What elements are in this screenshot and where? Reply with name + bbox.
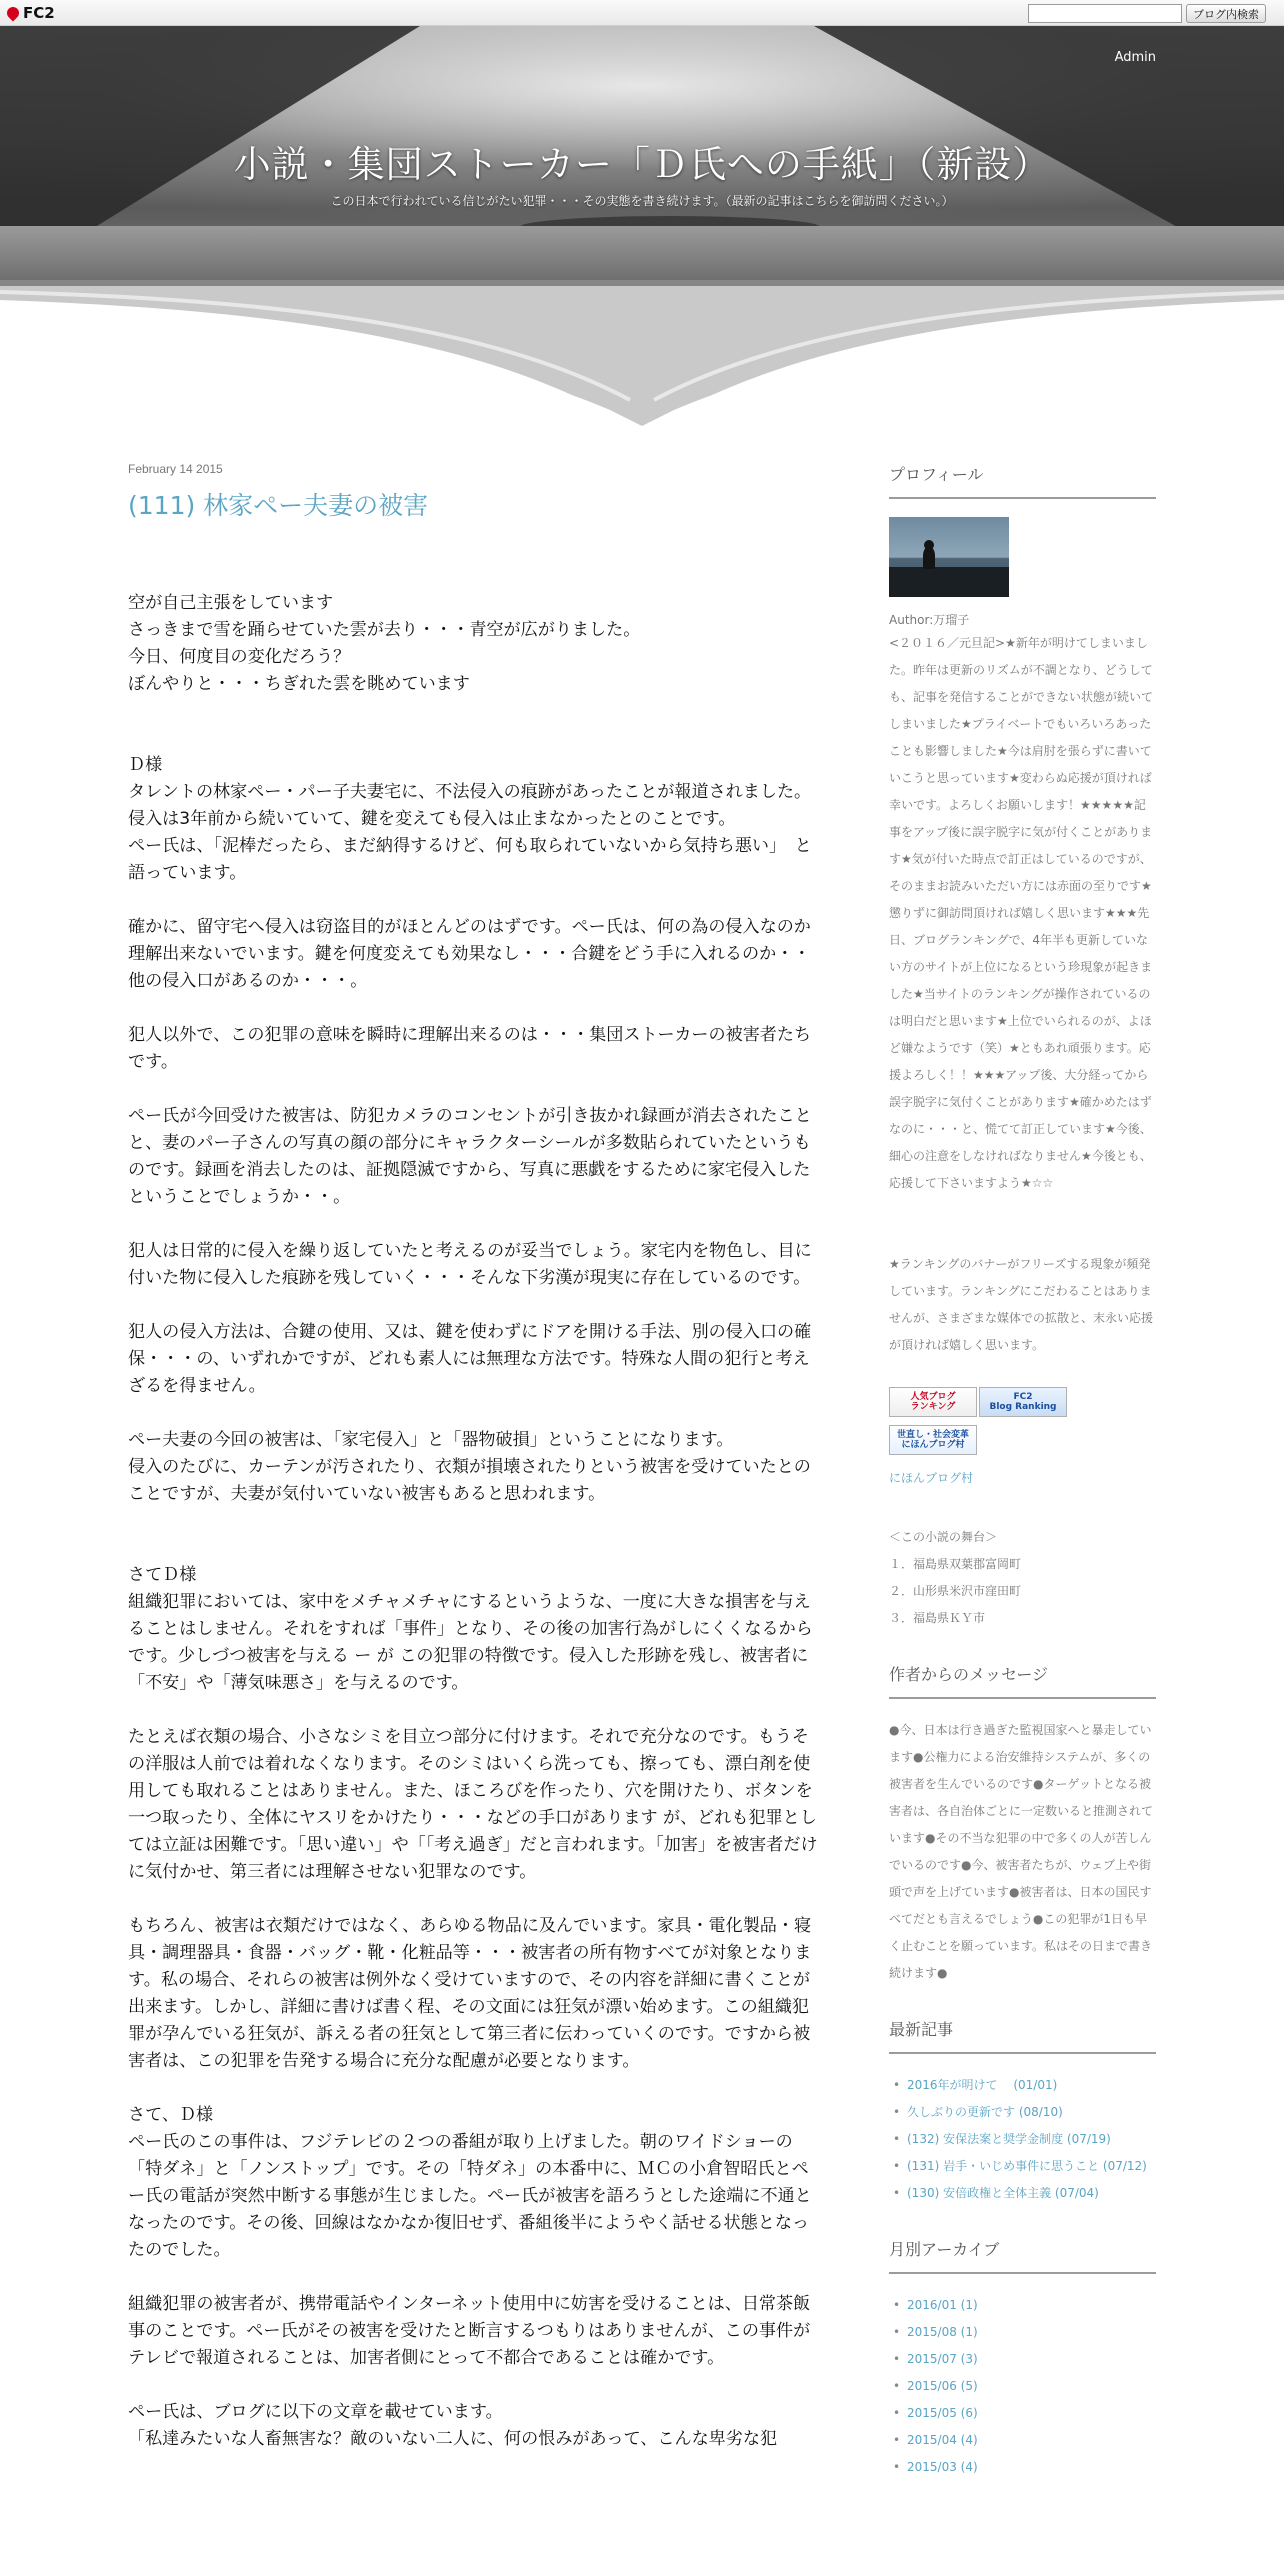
nihon-blogmura-banner[interactable] [889,1425,977,1455]
header-fold-decoration [0,280,1284,430]
banner-text: 世直し・社会変革 [896,1430,969,1440]
post-paragraph: 確かに、留守宅へ侵入は窃盗目的がほとんどのはずです。ペー氏は、何の為の侵入なのか理解出来ないでいます。鍵を何度変えても効果なし・・・合鍵をどう手に入れるのか・・他の侵入口があるのか・・・。 [128,917,811,991]
post-paragraph: 犯人は日常的に侵入を繰り返していたと考えるのが妥当でしょう。家宅内を物色し、目に付いた物に侵入した痕跡を残していく・・・そんな下劣漢が現実に存在しているのです。 [128,1241,812,1288]
recent-post-link[interactable] [889,2180,1156,2207]
post-paragraph: たとえば衣類の場合、小さなシミを目立つ部分に付けます。それで充分なのです。もうその洋服は人前では着れなくなります。そのシミはいくら洗っても、擦っても、漂白剤を使用しても取れることはありません。また、ほころびを作ったり、穴を開けたり、ボタンを一つ取ったり、全体にヤスリをかけたり・・・などの手口があります が、どれも犯罪としては立証は困難です。「思い違い」や「「考え過ぎ」だと言われます。「加害」を被害者だけに気付かせ、第三者には理解させない犯罪なのです。 [128,1727,818,1882]
banner-text: FC2 [1013,1392,1033,1402]
author-message-text: ●今、日本は行き過ぎた監視国家へと暴走しています●公権力による治安維持システムが、多くの被害者を生んでいるのです●ターゲットとなる被害者は、各自治体ごとに一定数いると推測されています●その不当な犯罪の中で多くの人が苦しんでいるのです●今、被害者たちが、ウェブ上や街頭で声を上げています●被害者は、日本の国民すべてだとも言えるでしょう●この犯罪が1日も早く止むことを願っています。私はその日まで書き続けます● [889,1723,1154,1980]
author-message-section [889,1662,1156,1987]
post-body [128,590,824,2453]
fc2-toolbar [0,0,1284,26]
post-paragraph: さて、Ｄ様 ペー氏のこの事件は、フジテレビの２つの番組が取り上げました。朝のワイドショーの「特ダネ」と「ノンストップ」です。その「特ダネ」の本番中に、ＭＣの小倉智昭氏とペー氏の電話が突然中断する事態が生じました。ペー氏が被害を語ろうとした途端に不通となったのです。その後、回線はなかなか復旧せず、番組後半にようやく話せる状態となったのでした。 [128,2105,812,2260]
blog-search-button[interactable]: ブログ内検索 [1186,4,1266,23]
banner-text: ランキング [910,1402,956,1412]
post-paragraph: 組織犯罪の被害者が、携帯電話やインターネット使用中に妨害を受けることは、日常茶飯事のことです。ペー氏がその被害を受けたと断言するつもりはありませんが、この事件がテレビで報道されることは、加害者側にとって不都合であることは確かです。 [128,2294,811,2368]
archive-label: 2016/01 (1) [907,2298,978,2312]
blog-search [1028,4,1266,23]
profile-title: プロフィール [889,462,1156,499]
archive-title: 月別アーカイブ [889,2237,1156,2274]
profile-author: Author:万瑠子 [889,613,970,627]
nihon-blogmura-link[interactable]: にほんブログ村 [889,1471,974,1485]
story-stage [889,1524,1156,1632]
profile-image [889,517,1009,597]
recent-post-link[interactable] [889,2126,1156,2153]
stage-item: １．福島県双葉郡富岡町 [889,1557,1022,1571]
post-paragraph: 犯人の侵入方法は、合鍵の使用、又は、鍵を使わずにドアを開ける手法、別の侵入口の確保・・・の、いずれかですが、どれも素人には無理な方法です。特殊な人間の犯行と考えざるを得ません。 [128,1322,812,1396]
archive-link[interactable] [889,2319,1156,2346]
main-content [128,462,824,2480]
author-message-title: 作者からのメッセージ [889,1662,1156,1699]
recent-post-link[interactable] [889,2153,1156,2180]
post-paragraph: ペー氏は、ブログに以下の文章を載せています。 「私達みたいな人畜無害な？敵のいない二人に、何の恨みがあって、こんな卑劣な犯 [128,2402,778,2449]
recent-post-link[interactable] [889,2099,1156,2126]
recent-post-label: (132) 安保法案と奨学金制度 (07/19) [907,2132,1111,2146]
archive-link[interactable] [889,2346,1156,2373]
recent-posts-section [889,2017,1156,2207]
recent-post-label: (131) 岩手・いじめ事件に思うこと (07/12) [907,2159,1147,2173]
recent-post-label: 久しぶりの更新です (08/10) [907,2105,1063,2119]
archive-link[interactable] [889,2454,1156,2481]
banner-text: にほんブログ村 [901,1440,965,1450]
post-title[interactable]: (111) 林家ペー夫妻の被害 [128,491,429,520]
profile-text: <２０１６／元旦記>★新年が明けてしまいました。昨年は更新のリズムが不調となり、どうしても、記事を発信することができない状態が続いてしまいました★プライベートでもいろいろあったことも影響しました★今は肩肘を張らずに書いていこうと思っています★変わらぬ応援が頂ければ幸いです。よろしくお願いします！★★★★★記事をアップ後に誤字脱字に気が付くことがあります★気が付いた時点で訂正はしているのですが、そのままお読みいただい方には赤面の至りです★懲りずに御訪問頂ければ嬉しく思います★★★先日、ブログランキングで、4年半も更新していない方のサイトが上位になるという珍現象が起きました★当サイトのランキングが操作されているのは明白だと思います★上位でいられるのが、よほど嫌なようです（笑）★ともあれ頑張ります。応援よろしく！！★★★アップ後、大分経ってから誤字脱字に気付くことがあります★確かめたはずなのに・・・と、慌てて訂正しています★今後、細心の注意をしなければなりません★今後とも、応援して下さいますよう★☆☆ [889,636,1154,1190]
archive-label: 2015/07 (3) [907,2352,978,2366]
recent-post-label: (130) 安倍政権と全体主義 (07/04) [907,2186,1099,2200]
fc2-logo-text: FC2 [23,4,55,22]
recent-post-label: 2016年が明けて (01/01) [907,2078,1058,2092]
archive-label: 2015/03 (4) [907,2460,978,2474]
archive-link[interactable] [889,2400,1156,2427]
ranking-note: ★ランキングのバナーがフリーズする現象が頻発しています。ランキングにこだわることはありませんが、さまざまな媒体での拡散と、末永い応援が頂ければ嬉しく思います。 [889,1257,1154,1352]
banner-text: 人気ブログ [910,1392,956,1402]
recent-posts-title: 最新記事 [889,2017,1156,2054]
fc2-logo-icon [6,6,20,20]
archive-link[interactable] [889,2427,1156,2454]
stage-item: ３．福島県ＫＹ市 [889,1611,986,1625]
archive-label: 2015/08 (1) [907,2325,978,2339]
header-lake [0,226,1284,286]
archive-label: 2015/05 (6) [907,2406,978,2420]
post-paragraph: ペー氏が今回受けた被害は、防犯カメラのコンセントが引き抜かれ録画が消去されたことと、妻のパー子さんの写真の顔の部分にキャラクターシールが多数貼られていたというものです。録画を消去したのは、証拠隠滅ですから、写真に悪戯をするために家宅侵入したということでしょうか・・。 [128,1106,812,1207]
archive-label: 2015/04 (4) [907,2433,978,2447]
archive-section [889,2237,1156,2481]
ranking-banners [889,1387,1156,1486]
fc2-logo[interactable] [6,4,55,22]
archive-list [889,2292,1156,2481]
post-paragraph: ペー夫妻の今回の被害は、「家宅侵入」と「器物破損」ということになります。 侵入のたびに、カーテンが汚されたり、衣類が損壊されたりという被害を受けていたとのことですが、夫妻が気付いていない被害もあると思われます。 [128,1430,811,1504]
stage-title: ＜この小説の舞台＞ [889,1530,998,1544]
post-paragraph: 空が自己主張をしています さっきまで雪を踊らせていた雲が去り・・・青空が広がりました。 今日、何度目の変化だろう？ ぼんやりと・・・ちぎれた雲を眺めています [128,593,641,694]
archive-label: 2015/06 (5) [907,2379,978,2393]
admin-link[interactable]: Admin [1114,50,1156,65]
post-date: February 14 2015 [128,462,223,476]
post-paragraph: さてＤ様 組織犯罪においては、家中をメチャメチャにするというような、一度に大きな損害を与えることはしません。それをすれば「事件」となり、その後の加害行為がしにくくなるからです。少しづつ被害を与える ー が この犯罪の特徴です。侵入した形跡を残し、被害者に「不安」や「薄気味悪さ」を与えるのです。 [128,1565,813,1693]
blog-search-input[interactable] [1028,4,1182,23]
blog-title[interactable]: 小説・集団ストーカー「Ｄ氏への手紙」（新設） [233,143,1051,186]
archive-link[interactable] [889,2292,1156,2319]
recent-post-link[interactable] [889,2072,1156,2099]
blog-header [0,26,1284,286]
stage-item: ２．山形県米沢市窪田町 [889,1584,1022,1598]
post-paragraph: Ｄ様 タレントの林家ペー・パー子夫妻宅に、不法侵入の痕跡があったことが報道されました。 侵入は3年前から続いていて、鍵を変えても侵入は止まなかったとのことです。 ペー氏は、「泥棒だったら、まだ納得するけど、何も取られていないから気持ち悪い」 と語っています。 [128,755,812,883]
blog-ranking-banner[interactable] [889,1387,977,1417]
cat-silhouette-icon [923,547,935,569]
blog-description: この日本で行われている信じがたい犯罪・・・その実態を書き続けます。（最新の記事はこちらを御訪問ください。） [330,194,954,208]
archive-link[interactable] [889,2373,1156,2400]
profile-image-rail [889,567,1009,597]
sidebar [889,462,1156,2481]
fc2-ranking-banner[interactable] [979,1387,1067,1417]
post-paragraph: 犯人以外で、この犯罪の意味を瞬時に理解出来るのは・・・集団ストーカーの被害者たちです。 [128,1025,812,1072]
banner-text: Blog Ranking [989,1402,1057,1412]
post-paragraph: もちろん、被害は衣類だけではなく、あらゆる物品に及んでいます。家具・電化製品・寝具・調理器具・食器・バッグ・靴・化粧品等・・・被害者の所有物すべてが対象となります。私の場合、それらの被害は例外なく受けていますので、その内容を詳細に書くことが出来ます。しかし、詳細に書けば書く程、その文面には狂気が漂い始めます。この組織犯罪が孕んでいる狂気が、訴える者の狂気として第三者に伝わっていくのです。ですから被害者は、この犯罪を告発する場合に充分な配慮が必要となります。 [128,1916,812,2071]
recent-posts-list [889,2072,1156,2207]
